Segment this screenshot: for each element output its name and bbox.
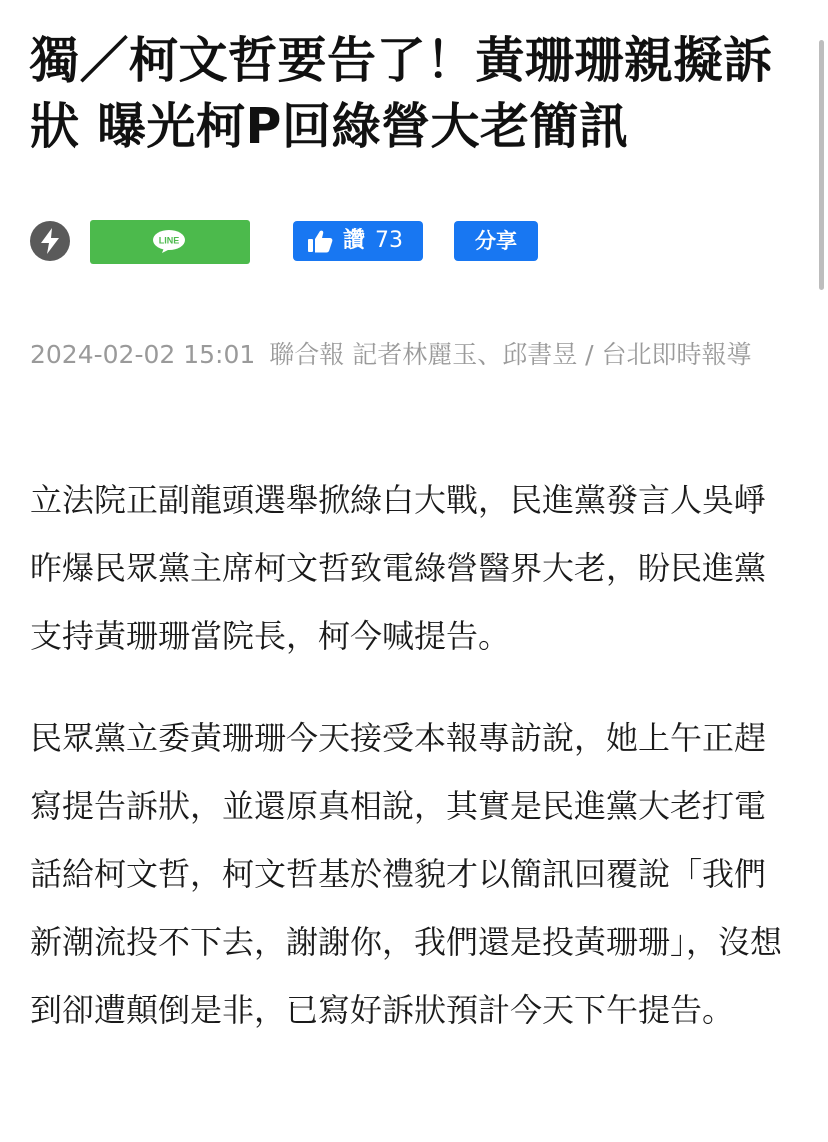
thumbs-up-icon xyxy=(307,229,333,253)
byline: 聯合報 記者林麗玉、邱書昱 / 台北即時報導 xyxy=(269,340,752,369)
facebook-like-button[interactable] xyxy=(293,221,423,261)
paragraph: 民眾黨立委黃珊珊今天接受本報專訪說，她上午正趕寫提告訴狀，並還原真相說，其實是民進黨大老打電話給柯文哲，柯文哲基於禮貌才以簡訊回覆說「我們新潮流投不下去，謝謝你，我們還是投黃珊珊」，沒想到卻遭顛倒是非，已寫好訴狀預計今天下午提告。 xyxy=(30,719,783,1029)
article-headline: 獨／柯文哲要告了！黃珊珊親擬訴狀 曝光柯P回綠營大老簡訊 xyxy=(30,32,773,155)
paragraph: 立法院正副龍頭選舉掀綠白大戰，民進黨發言人吳崢昨爆民眾黨主席柯文哲致電綠營醫界大老，盼民進黨支持黃珊珊當院長，柯今喊提告。 xyxy=(30,481,767,655)
like-label: 讚 xyxy=(343,228,366,253)
share-bar xyxy=(30,220,790,266)
article-meta xyxy=(30,332,790,378)
like-count: 73 xyxy=(375,228,403,253)
line-logo-icon xyxy=(152,229,186,253)
publish-datetime: 2024-02-02 15:01 xyxy=(30,340,256,369)
line-share-button[interactable] xyxy=(90,220,250,264)
article-body xyxy=(30,466,790,1078)
line-logo-text: LINE xyxy=(158,235,180,246)
scrollbar[interactable] xyxy=(819,40,824,290)
facebook-share-button[interactable]: 分享 xyxy=(454,221,538,261)
lightning-icon[interactable] xyxy=(30,221,70,261)
